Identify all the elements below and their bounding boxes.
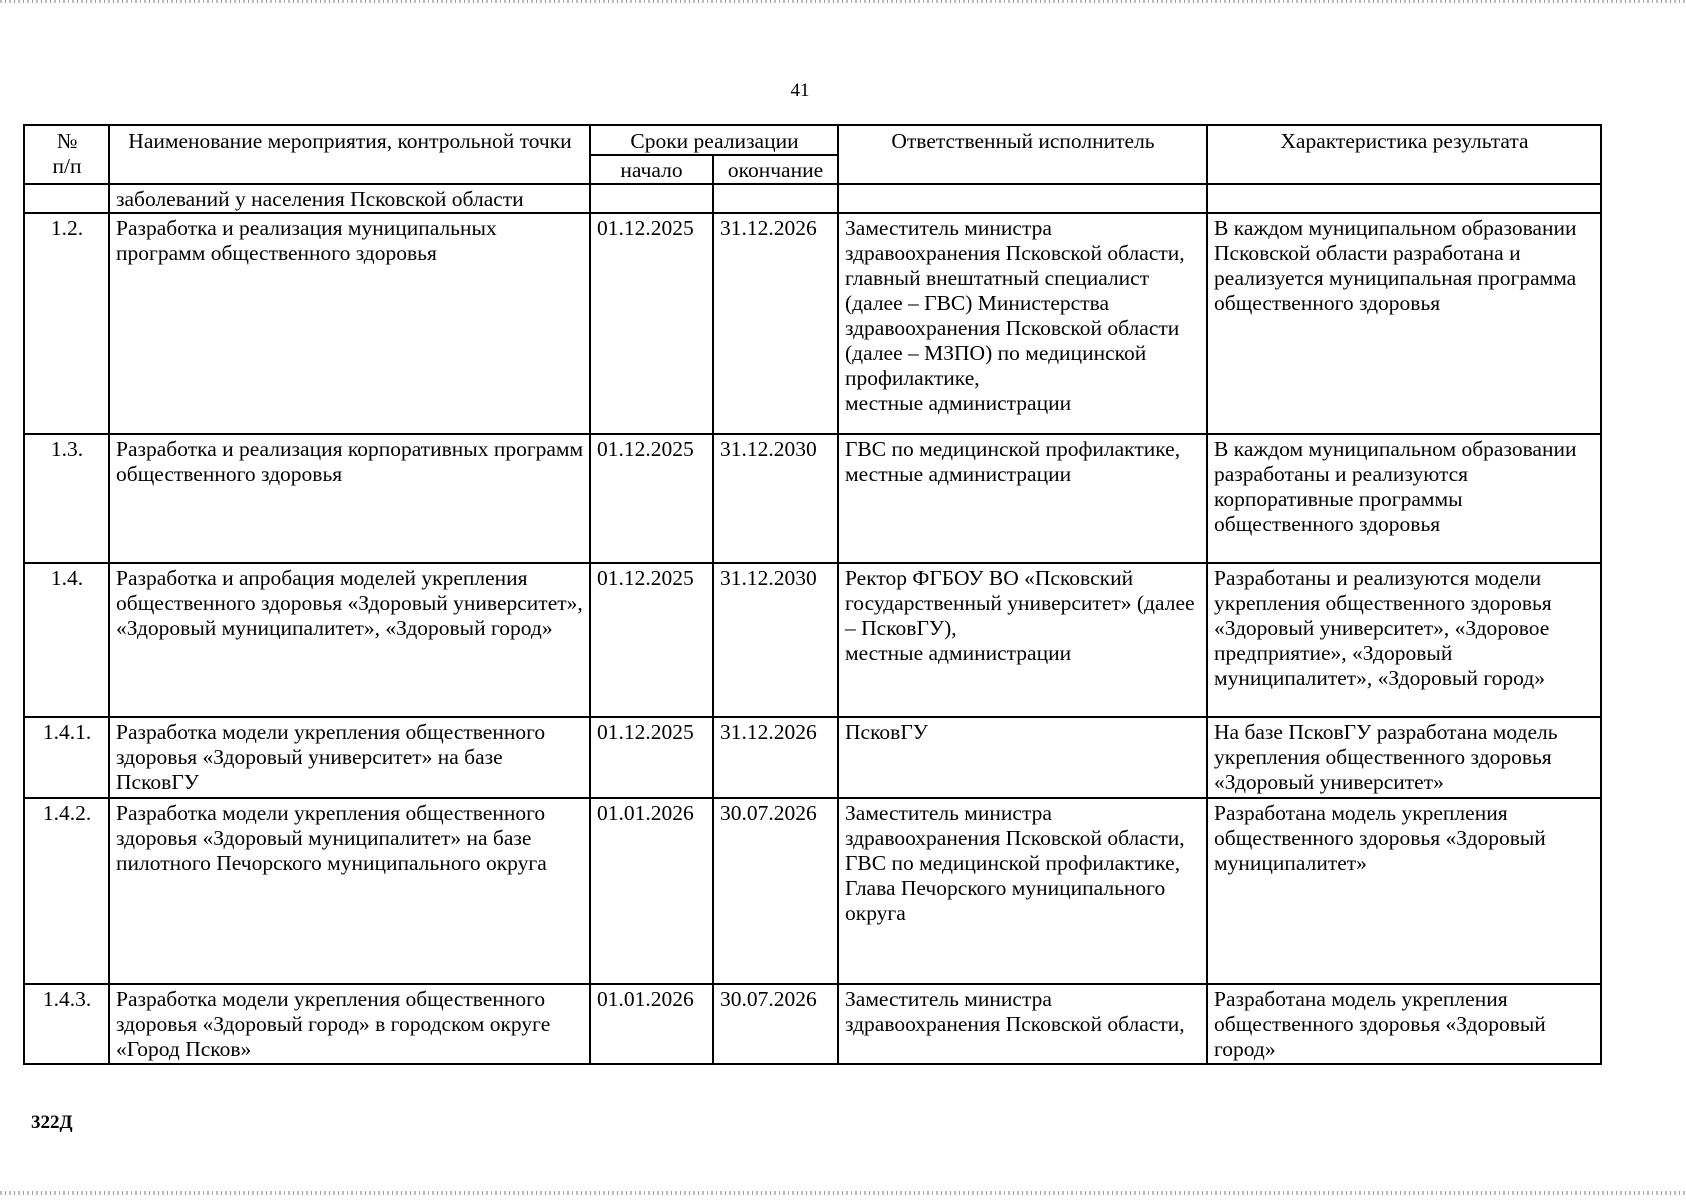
header-terms: Сроки реализации bbox=[590, 125, 838, 155]
executor-line: главный внештатный специалист (далее – ГВС) Министерства здравоохранения Псковской области (далее – МЗПО) по медицинской профилактике, bbox=[845, 266, 1180, 390]
scan-edge-bottom bbox=[0, 1191, 1686, 1195]
cell-result: Разработаны и реализуются модели укрепления общественного здоровья «Здоровый университет», «Здоровое предприятие», «Здоровый муниципалитет», «Здоровый город» bbox=[1207, 563, 1601, 717]
cell-executor bbox=[838, 184, 1207, 213]
cell-start bbox=[590, 184, 713, 213]
cell-name: Разработка и реализация корпоративных программ общественного здоровья bbox=[109, 434, 590, 563]
cell-executor bbox=[838, 798, 1207, 984]
cell-executor bbox=[838, 563, 1207, 717]
cell-end: 31.12.2026 bbox=[713, 717, 838, 798]
cell-executor bbox=[838, 213, 1207, 434]
cell-executor bbox=[838, 717, 1207, 798]
cell-start: 01.01.2026 bbox=[590, 984, 713, 1064]
cell-end: 31.12.2030 bbox=[713, 434, 838, 563]
cell-result bbox=[1207, 184, 1601, 213]
cell-result: В каждом муниципальном образовании разработаны и реализуются корпоративные программы общественного здоровья bbox=[1207, 434, 1601, 563]
cell-result: Разработана модель укрепления общественного здоровья «Здоровый город» bbox=[1207, 984, 1601, 1064]
executor-line: местные администрации bbox=[845, 641, 1072, 665]
table-row bbox=[24, 717, 1601, 798]
executor-line: Заместитель министра здравоохранения Псковской области, bbox=[845, 801, 1185, 850]
header-num: № п/п bbox=[24, 125, 109, 184]
cell-executor bbox=[838, 984, 1207, 1064]
cell-num bbox=[24, 184, 109, 213]
cell-result: В каждом муниципальном образовании Псковской области разработана и реализуется муниципальная программа общественного здоровья bbox=[1207, 213, 1601, 434]
cell-end: 31.12.2030 bbox=[713, 563, 838, 717]
header-name: Наименование мероприятия, контрольной точки bbox=[109, 125, 590, 184]
cell-num: 1.2. bbox=[24, 213, 109, 434]
executor-line: Заместитель министра здравоохранения Псковской области, bbox=[845, 987, 1185, 1036]
cell-num: 1.4.1. bbox=[24, 717, 109, 798]
cell-num: 1.3. bbox=[24, 434, 109, 563]
header-executor: Ответственный исполнитель bbox=[838, 125, 1207, 184]
cell-start: 01.12.2025 bbox=[590, 213, 713, 434]
header-result: Характеристика результата bbox=[1207, 125, 1601, 184]
table-row bbox=[24, 213, 1601, 434]
executor-line: ГВС по медицинской профилактике, bbox=[845, 851, 1181, 875]
cell-name: Разработка и реализация муниципальных программ общественного здоровья bbox=[109, 213, 590, 434]
executor-line: ГВС по медицинской профилактике, bbox=[845, 437, 1181, 461]
cell-name: заболеваний у населения Псковской области bbox=[109, 184, 590, 213]
cell-end bbox=[713, 184, 838, 213]
table-header bbox=[24, 125, 1601, 184]
cell-name: Разработка модели укрепления общественного здоровья «Здоровый муниципалитет» на базе пилотного Печорского муниципального округа bbox=[109, 798, 590, 984]
header-row bbox=[24, 125, 1601, 155]
cell-end: 30.07.2026 bbox=[713, 984, 838, 1064]
table-row bbox=[24, 984, 1601, 1064]
cell-name: Разработка и апробация моделей укрепления общественного здоровья «Здоровый университет», «Здоровый муниципалитет», «Здоровый город» bbox=[109, 563, 590, 717]
table-body bbox=[24, 184, 1601, 1064]
cell-start: 01.12.2025 bbox=[590, 434, 713, 563]
cell-result: Разработана модель укрепления общественного здоровья «Здоровый муниципалитет» bbox=[1207, 798, 1601, 984]
table-row bbox=[24, 563, 1601, 717]
cell-start: 01.01.2026 bbox=[590, 798, 713, 984]
cell-name: Разработка модели укрепления общественного здоровья «Здоровый город» в городском округе «Город Псков» bbox=[109, 984, 590, 1064]
executor-line: Ректор ФГБОУ ВО «Псковский государственный университет» (далее – ПсковГУ), bbox=[845, 566, 1195, 640]
cell-end: 31.12.2026 bbox=[713, 213, 838, 434]
table-row bbox=[24, 184, 1601, 213]
table-row bbox=[24, 434, 1601, 563]
cell-num: 1.4. bbox=[24, 563, 109, 717]
header-start: начало bbox=[590, 155, 713, 184]
cell-num: 1.4.3. bbox=[24, 984, 109, 1064]
cell-end: 30.07.2026 bbox=[713, 798, 838, 984]
cell-start: 01.12.2025 bbox=[590, 717, 713, 798]
page-number: 41 bbox=[790, 80, 810, 101]
measures-table bbox=[23, 124, 1602, 1065]
cell-start: 01.12.2025 bbox=[590, 563, 713, 717]
table-row bbox=[24, 798, 1601, 984]
cell-executor bbox=[838, 434, 1207, 563]
executor-line: Глава Печорского муниципального округа bbox=[845, 876, 1166, 925]
cell-name: Разработка модели укрепления общественного здоровья «Здоровый университет» на базе ПсковГУ bbox=[109, 717, 590, 798]
scan-edge-top bbox=[0, 0, 1686, 3]
executor-line: местные администрации bbox=[845, 462, 1072, 486]
executor-line: местные администрации bbox=[845, 391, 1072, 415]
header-end: окончание bbox=[713, 155, 838, 184]
executor-line: Заместитель министра здравоохранения Псковской области, bbox=[845, 216, 1185, 265]
cell-num: 1.4.2. bbox=[24, 798, 109, 984]
cell-result: На базе ПсковГУ разработана модель укрепления общественного здоровья «Здоровый университет» bbox=[1207, 717, 1601, 798]
document-code: 322Д bbox=[31, 1112, 73, 1133]
executor-line: ПсковГУ bbox=[845, 720, 928, 744]
